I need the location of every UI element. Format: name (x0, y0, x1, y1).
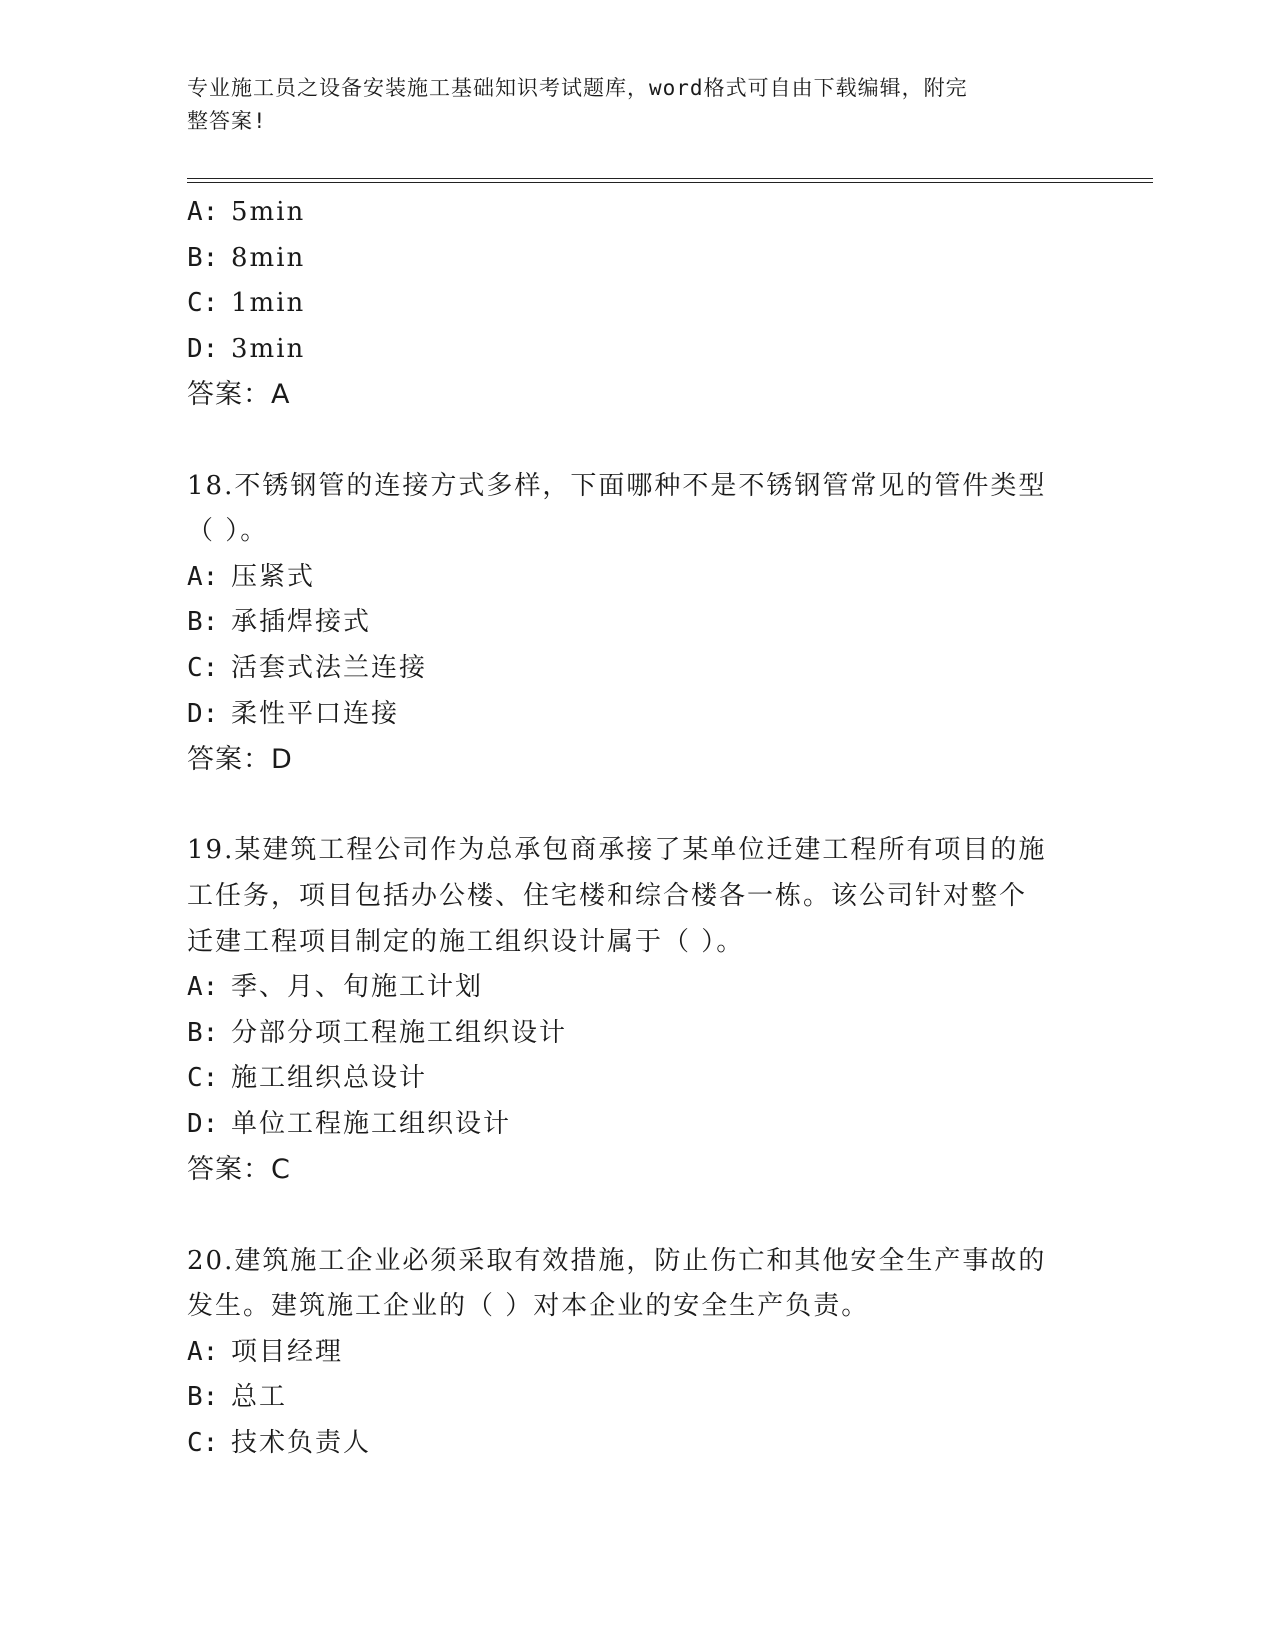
option-label: C: (187, 652, 219, 683)
option-text: 5min (231, 197, 306, 227)
option-label: A: (187, 972, 219, 1003)
answer-line: 答案：D (187, 744, 293, 776)
option-d (187, 692, 1087, 738)
option-d (187, 1102, 1087, 1148)
header-line-1: 专业施工员之设备安装施工基础知识考试题库，word格式可自由下载编辑，附完 (187, 76, 968, 100)
option-label: B: (187, 607, 219, 638)
option-label: D: (187, 1108, 219, 1139)
option-text: 项目经理 (231, 1336, 344, 1367)
answer-line: 答案：C (187, 1154, 291, 1186)
option-c (187, 1056, 1087, 1102)
option-label: A: (187, 561, 219, 592)
option-text: 施工组织总设计 (231, 1063, 428, 1094)
question-list (187, 190, 1087, 1467)
option-a (187, 555, 1087, 601)
option-text: 分部分项工程施工组织设计 (231, 1017, 568, 1048)
option-text: 8min (231, 242, 306, 273)
question-text-line: （ ）。 (187, 516, 269, 547)
option-label: D: (187, 698, 219, 729)
option-label: B: (187, 1382, 219, 1413)
option-text: 季、月、旬施工计划 (231, 972, 484, 1003)
option-text: 技术负责人 (231, 1428, 372, 1459)
option-a (187, 1330, 1087, 1376)
option-label: C: (187, 1063, 219, 1094)
option-a (187, 965, 1087, 1011)
question-text-line: 20.建筑施工企业必须采取有效措施，防止伤亡和其他安全生产事故的 (187, 1245, 1047, 1276)
option-text: 压紧式 (231, 561, 316, 592)
question-text-line: 18.不锈钢管的连接方式多样，下面哪种不是不锈钢管常见的管件类型 (187, 470, 1047, 501)
option-text: 1min (231, 288, 306, 319)
option-label: A: (187, 197, 219, 227)
option-label: C: (187, 1428, 219, 1459)
option-text: 活套式法兰连接 (231, 652, 428, 683)
answer-line: 答案：A (187, 379, 291, 411)
option-c (187, 281, 1087, 327)
option-c (187, 1421, 1087, 1467)
option-label: A: (187, 1336, 219, 1367)
option-label: D: (187, 333, 219, 364)
header-line-2: 整答案! (187, 109, 267, 133)
question-text-line: 迁建工程项目制定的施工组织设计属于（ ）。 (187, 926, 745, 957)
header-divider-top (187, 178, 1153, 179)
option-b (187, 1375, 1087, 1421)
spacer (187, 418, 1087, 464)
question-17-continuation (187, 190, 1087, 418)
question-text-line: 发生。建筑施工企业的（ ）对本企业的安全生产负责。 (187, 1291, 870, 1322)
question-text-line: 工任务，项目包括办公楼、住宅楼和综合楼各一栋。该公司针对整个 (187, 880, 1028, 911)
option-text: 单位工程施工组织设计 (231, 1108, 512, 1139)
option-label: C: (187, 288, 219, 319)
option-b (187, 600, 1087, 646)
option-label: B: (187, 242, 219, 273)
option-d (187, 327, 1087, 373)
page-header (187, 72, 1067, 138)
spacer (187, 783, 1087, 829)
question-20 (187, 1239, 1087, 1467)
option-a (187, 190, 1087, 236)
option-text: 总工 (231, 1382, 288, 1413)
option-b (187, 236, 1087, 282)
option-text: 3min (231, 333, 306, 364)
option-label: B: (187, 1017, 219, 1048)
question-19 (187, 828, 1087, 1193)
option-text: 柔性平口连接 (231, 698, 400, 729)
header-divider-bottom (187, 182, 1153, 183)
spacer (187, 1193, 1087, 1239)
question-text-line: 19.某建筑工程公司作为总承包商承接了某单位迁建工程所有项目的施 (187, 835, 1047, 866)
option-b (187, 1011, 1087, 1057)
option-c (187, 646, 1087, 692)
option-text: 承插焊接式 (231, 607, 372, 638)
question-18 (187, 464, 1087, 783)
